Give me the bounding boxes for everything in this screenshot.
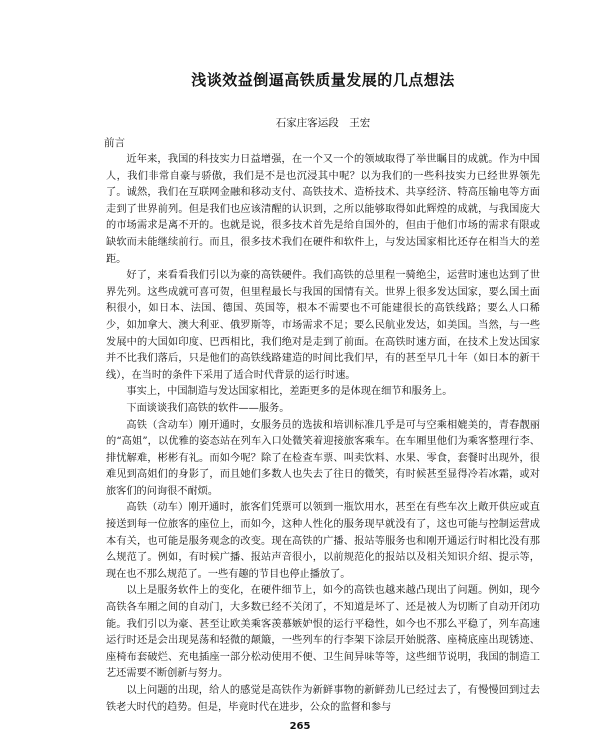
body-paragraph: 好了，来看看我们引以为豪的高铁硬件。我们高铁的总里程一骑绝尘，运营时速也达到了世界先列。这些成就可喜可贺，但里程最长与我国的国情有关。世界上很多发达国家，要么国土面积很小，如日本、法国、德国、英国等，根本不需要也不可能建很长的高铁线路；要么人口稀少，如加拿大、澳大利亚、俄罗斯等，市场需求不足；要么民航业发达，如美国。当然，与一些发展中的大国如印度、巴西相比，我们绝对是走到了前面。在高铁时速方面，在技术上发达国家并不比我们落后，只是他们的高铁线路建造的时间比我们早，有的甚至早几十年（如日本的新干线），在当时的条件下采用了适合时代背景的运行时速。 xyxy=(106,270,540,381)
article-title: 浅谈效益倒逼高铁质量发展的几点想法 xyxy=(191,71,455,89)
article-author: 石家庄客运段 王宏 xyxy=(275,117,371,129)
body-paragraph: 高铁（含动车）刚开通时，女服务员的选拔和培训标准几乎是可与空乘相媲美的，青春靓丽的“高姐”，以优雅的姿态站在列车入口处微笑着迎接旅客乘车。在车厢里他们为乘客整理行李、排忧解难，彬彬有礼。而如今呢？除了在检查车票、叫卖饮料、水果、零食，套餐时出现外，很难见到高姐们的身影了，而且她们多数人也失去了往日的微笑，有时候甚至显得冷若冰霜，或对旅客们的问询很不耐烦。 xyxy=(106,419,540,497)
body-paragraph: 下面谈谈我们高铁的软件——服务。 xyxy=(126,402,290,414)
body-paragraph: 以上问题的出现，给人的感觉是高铁作为新鲜事物的新鲜劲儿已经过去了，有慢慢回到过去铁老大时代的趋势。但是，毕竟时代在进步，公众的监督和参与 xyxy=(106,685,540,713)
article-body xyxy=(106,152,540,716)
body-paragraph: 高铁（动车）刚开通时，旅客们凭票可以领到一瓶饮用水，甚至在有些车次上敞开供应或直接送到每一位旅客的座位上，而如今，这种人性化的服务现早就没有了，这也可能与控制运营成本有关，也可能是服务观念的改变。现在高铁的广播、报站等服务也和刚开通运行时相比没有那么规范了。例如，有时候广播、报站声音很小，以前规范化的报站以及相关知识介绍、提示等，现在也不那么规范了。一些有趣的节目也停止播放了。 xyxy=(106,502,540,580)
body-paragraph: 事实上，中国制造与发达国家相比，差距更多的是体现在细节和服务上。 xyxy=(126,386,453,398)
page-number: 265 xyxy=(289,721,311,732)
body-paragraph: 近年来，我国的科技实力日益增强，在一个又一个的领域取得了举世瞩目的成就。作为中国人，我们非常自豪与骄傲，我们是不是也沉浸其中呢？以为我们的一些科技实力已经世界领先了。诚然，我们在互联网金融和移动支付、高铁技术、造桥技术、共享经济、特高压输电等方面走到了世界前列。但是我们也应该清醒的认识到，之所以能够取得如此辉煌的成就，与我国庞大的市场需求是离不开的。也就是说，很多技术首先是给自国外的，但由于他们市场的需求有限或缺软而未能继续前行。而且，很多技术我们在硬件和软件上，与发达国家相比还存在相当大的差距。 xyxy=(106,154,540,265)
section-heading: 前言 xyxy=(104,137,125,149)
body-paragraph: 以上是服务软件上的变化，在硬件细节上，如今的高铁也越来越凸现出了问题。例如，现今高铁各车厢之间的自动门，大多数已经不关闭了，不知道是坏了、还是被人为切断了自动开闭功能。我们引以为豪、甚至让欧美乘客羡慕嫉妒恨的运行平稳性，如今也不那么平稳了，列车高速运行时还是会出现晃荡和轻微的颠簸，一些列车的行李架下涂层开始脱落、座椅底座出现锈迹、座椅布套破烂、充电插座一部分松动使用不便、卫生间异味等等，这些细节说明，我国的制造工艺还需要不断创新与努力。 xyxy=(106,585,540,680)
